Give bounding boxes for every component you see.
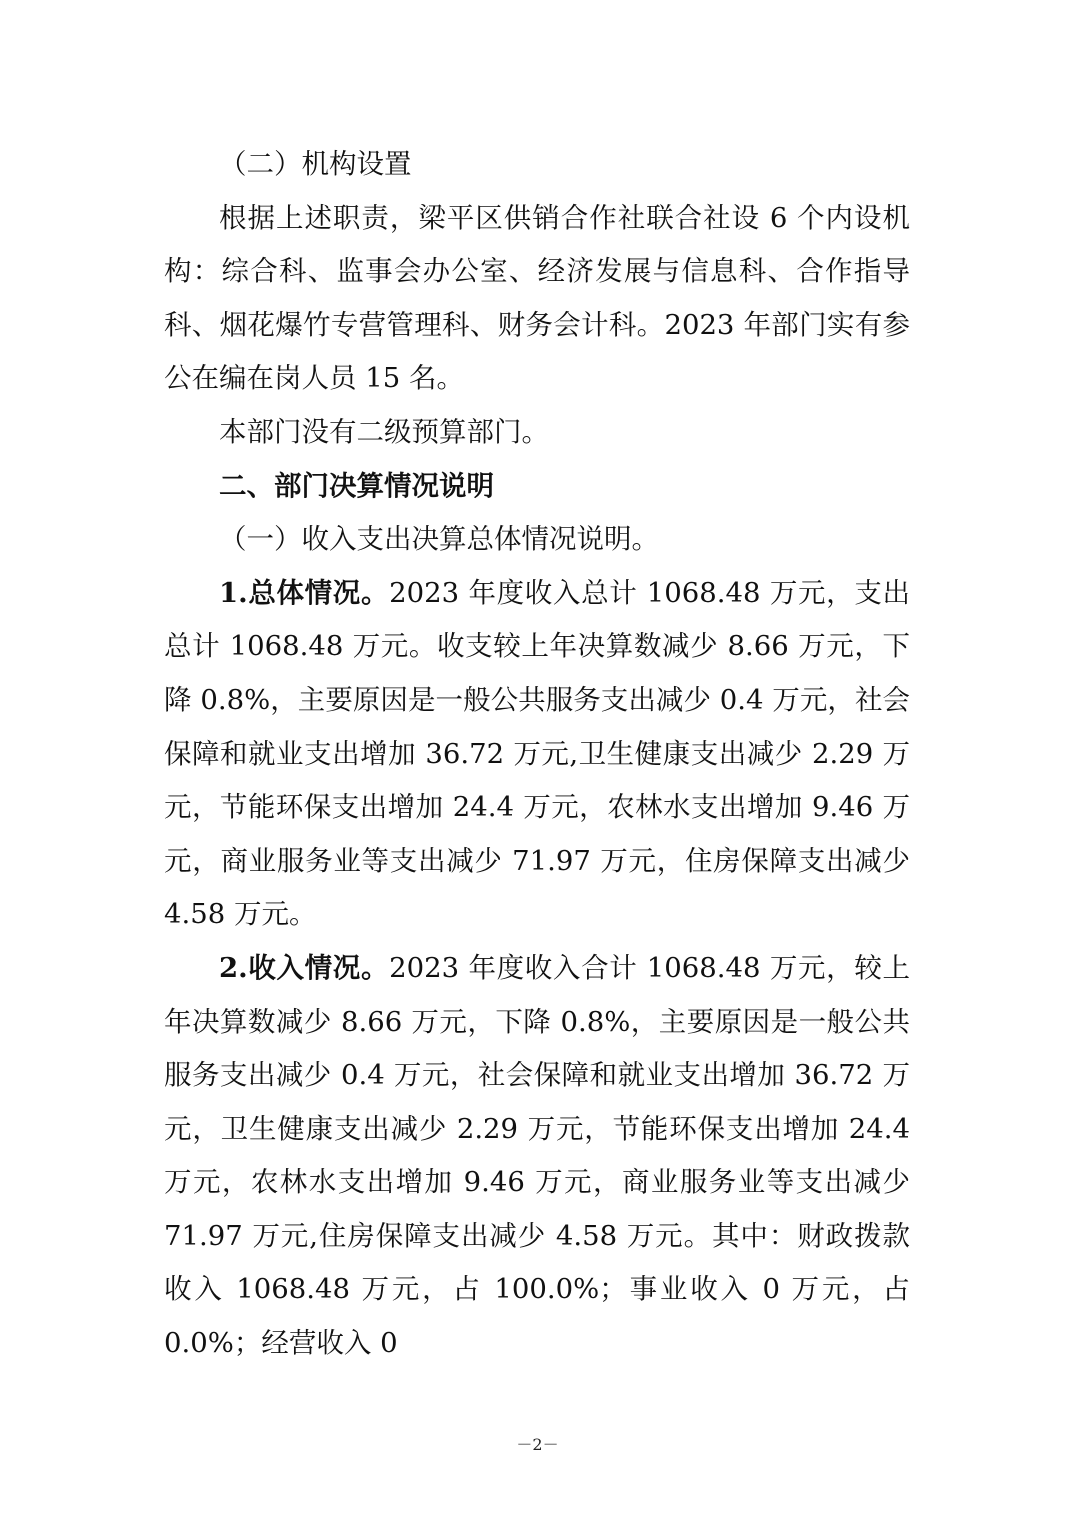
paragraph-income-text: 2023 年度收入合计 1068.48 万元，较上年决算数减少 8.66 万元，下降 0.8%，主要原因是一般公共服务支出减少 0.4 万元，社会保障和就业支出增加 36.72 万元，卫生健康支出减少 2.29 万元，节能环保支出增加 24.4 万元，农林水支出增加 9.46 万元，商业服务业等支出减少 71.97 万元,住房保障支出减少 4.58 万元。其中：财政拨款收入 1068.48 万元，占 100.0%；事业收入 0 万元，占 0.0%；经营收入 0 (164, 951, 910, 1360)
paragraph-overall (164, 567, 910, 942)
section-heading-institution: （二）机构设置 (219, 148, 412, 180)
document-body (164, 138, 910, 1371)
paragraph-income-lead: 2.收入情况。 (219, 951, 390, 984)
paragraph-institution-structure: 根据上述职责，梁平区供销合作社联合社设 6 个内设机构：综合科、监事会办公室、经济发展与信息科、合作指导科、烟花爆竹专营管理科、财务会计科。2023 年部门实有参公在编在岗人员 15 名。 (164, 201, 910, 395)
paragraph-no-secondary-units: 本部门没有二级预算部门。 (219, 415, 549, 448)
paragraph-overall-text: 2023 年度收入总计 1068.48 万元，支出总计 1068.48 万元。收支较上年决算数减少 8.66 万元，下降 0.8%，主要原因是一般公共服务支出减少 0.4 万元，社会保障和就业支出增加 36.72 万元,卫生健康支出减少 2.29 万元，节能环保支出增加 24.4 万元，农林水支出增加 9.46 万元，商业服务业等支出减少 71.97 万元，住房保障支出减少 4.58 万元。 (164, 576, 910, 931)
section-heading-final-accounts: 二、部门决算情况说明 (219, 469, 494, 502)
paragraph-overall-lead: 1.总体情况。 (219, 576, 390, 609)
paragraph-income (164, 942, 910, 1371)
page-number: －2－ (516, 1435, 559, 1454)
sub-heading-income-expenditure: （一）收入支出决算总体情况说明。 (219, 523, 659, 556)
